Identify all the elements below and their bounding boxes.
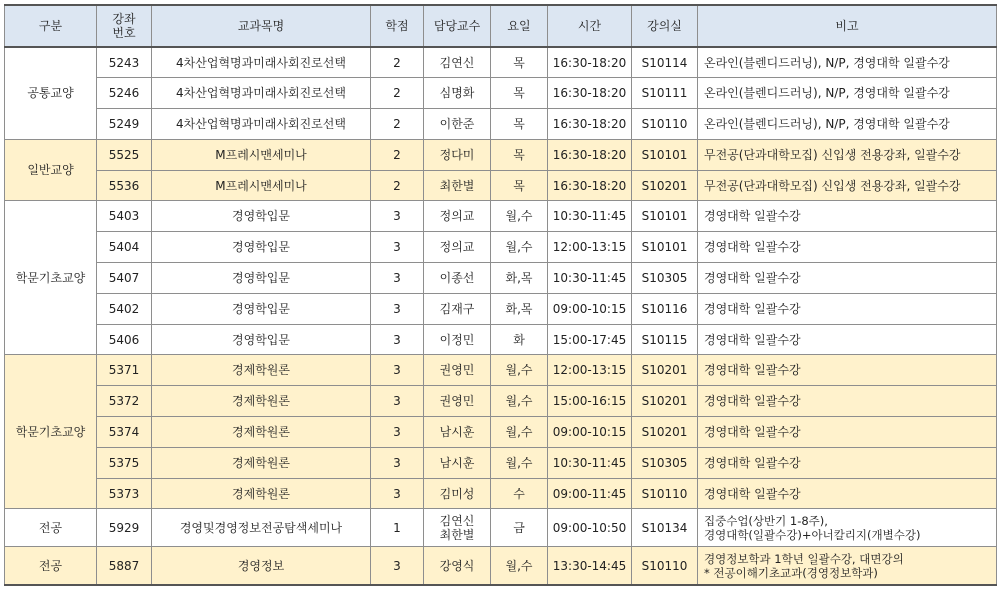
time-cell: 10:30-11:45 (548, 447, 632, 478)
credits-cell: 2 (371, 78, 424, 109)
code-cell: 5407 (97, 263, 152, 294)
room-cell: S10305 (632, 263, 698, 294)
room-cell: S10201 (632, 417, 698, 448)
room-cell: S10305 (632, 447, 698, 478)
credits-cell: 3 (371, 417, 424, 448)
table-row (5, 447, 997, 478)
day-cell: 월,수 (491, 386, 548, 417)
table-row (5, 201, 997, 232)
course-cell: 경영정보 (152, 547, 371, 585)
time-cell: 16:30-18:20 (548, 78, 632, 109)
course-cell: 4차산업혁명과미래사회진로선택 (152, 78, 371, 109)
table-row (5, 139, 997, 170)
course-cell: 경영학입문 (152, 263, 371, 294)
course-cell: 경제학원론 (152, 386, 371, 417)
table-row (5, 109, 997, 140)
remark-cell: 경영대학 일괄수강 (698, 293, 997, 324)
day-cell: 월,수 (491, 355, 548, 386)
room-cell: S10114 (632, 47, 698, 78)
code-cell: 5374 (97, 417, 152, 448)
header-code-line1: 강좌 (112, 12, 136, 26)
credits-cell: 2 (371, 170, 424, 201)
header-code (97, 5, 152, 47)
course-cell: 경제학원론 (152, 355, 371, 386)
course-table-body (5, 47, 997, 585)
room-cell: S10115 (632, 324, 698, 355)
credits-cell: 3 (371, 386, 424, 417)
course-cell: 경영학입문 (152, 293, 371, 324)
header-row (5, 5, 997, 47)
room-cell: S10110 (632, 478, 698, 509)
category-cell: 학문기초교양 (5, 355, 97, 509)
credits-cell: 3 (371, 478, 424, 509)
code-cell: 5249 (97, 109, 152, 140)
code-cell: 5371 (97, 355, 152, 386)
course-cell: M프레시맨세미나 (152, 170, 371, 201)
remark-cell: 온라인(블렌디드러닝), N/P, 경영대학 일괄수강 (698, 109, 997, 140)
category-cell: 일반교양 (5, 139, 97, 201)
remark-cell: 경영대학 일괄수강 (698, 324, 997, 355)
header-category: 구분 (5, 5, 97, 47)
credits-cell: 3 (371, 324, 424, 355)
code-cell: 5372 (97, 386, 152, 417)
code-cell: 5536 (97, 170, 152, 201)
professor-cell: 이한준 (424, 109, 491, 140)
professor-cell: 김연신 (424, 47, 491, 78)
header-course: 교과목명 (152, 5, 371, 47)
room-cell: S10111 (632, 78, 698, 109)
time-cell: 16:30-18:20 (548, 47, 632, 78)
day-cell: 목 (491, 170, 548, 201)
room-cell: S10134 (632, 509, 698, 547)
category-cell: 학문기초교양 (5, 201, 97, 355)
credits-cell: 3 (371, 201, 424, 232)
professor-cell: 최한별 (424, 170, 491, 201)
time-cell: 09:00-10:50 (548, 509, 632, 547)
code-cell: 5243 (97, 47, 152, 78)
table-row (5, 417, 997, 448)
room-cell: S10110 (632, 547, 698, 585)
time-cell: 16:30-18:20 (548, 109, 632, 140)
table-row (5, 478, 997, 509)
professor-cell: 정의교 (424, 201, 491, 232)
remark-line: 집중수업(상반기 1-8주), (704, 513, 828, 528)
table-row (5, 47, 997, 78)
code-cell: 5887 (97, 547, 152, 585)
code-cell: 5406 (97, 324, 152, 355)
course-cell: M프레시맨세미나 (152, 139, 371, 170)
day-cell: 월,수 (491, 447, 548, 478)
remark-cell: 경영대학 일괄수강 (698, 447, 997, 478)
course-cell: 경제학원론 (152, 478, 371, 509)
credits-cell: 3 (371, 447, 424, 478)
header-day: 요일 (491, 5, 548, 47)
remark-cell: 무전공(단과대학모집) 신입생 전용강좌, 일괄수강 (698, 139, 997, 170)
remark-cell (698, 509, 997, 547)
credits-cell: 2 (371, 109, 424, 140)
header-time: 시간 (548, 5, 632, 47)
professor-cell: 이종선 (424, 263, 491, 294)
room-cell: S10101 (632, 139, 698, 170)
code-cell: 5246 (97, 78, 152, 109)
room-cell: S10116 (632, 293, 698, 324)
header-remark: 비고 (698, 5, 997, 47)
time-cell: 10:30-11:45 (548, 201, 632, 232)
professor-cell: 남시훈 (424, 417, 491, 448)
category-cell: 공통교양 (5, 47, 97, 139)
room-cell: S10201 (632, 386, 698, 417)
table-row (5, 355, 997, 386)
time-cell: 13:30-14:45 (548, 547, 632, 585)
table-row (5, 509, 997, 547)
course-cell: 경영학입문 (152, 201, 371, 232)
time-cell: 09:00-10:15 (548, 293, 632, 324)
course-schedule (4, 4, 997, 586)
remark-cell: 무전공(단과대학모집) 신입생 전용강좌, 일괄수강 (698, 170, 997, 201)
credits-cell: 3 (371, 232, 424, 263)
day-cell: 월,수 (491, 417, 548, 448)
remark-line: 경영대학(일괄수강)+아너칼리지(개별수강) (704, 527, 921, 542)
professor-cell: 이정민 (424, 324, 491, 355)
course-cell: 4차산업혁명과미래사회진로선택 (152, 47, 371, 78)
room-cell: S10201 (632, 170, 698, 201)
room-cell: S10101 (632, 232, 698, 263)
day-cell: 월,수 (491, 232, 548, 263)
time-cell: 12:00-13:15 (548, 355, 632, 386)
table-row (5, 324, 997, 355)
remark-cell: 온라인(블렌디드러닝), N/P, 경영대학 일괄수강 (698, 47, 997, 78)
day-cell: 월,수 (491, 547, 548, 585)
day-cell: 목 (491, 78, 548, 109)
course-cell: 경영학입문 (152, 324, 371, 355)
code-cell: 5402 (97, 293, 152, 324)
remark-cell: 경영대학 일괄수강 (698, 478, 997, 509)
course-table (4, 4, 997, 586)
time-cell: 16:30-18:20 (548, 139, 632, 170)
remark-line: * 전공이해기초교과(경영정보학과) (704, 565, 878, 580)
credits-cell: 1 (371, 509, 424, 547)
remark-line: 경영정보학과 1학년 일괄수강, 대면강의 (704, 551, 904, 566)
professor-line: 최한별 (439, 527, 475, 542)
professor-cell: 심명화 (424, 78, 491, 109)
credits-cell: 3 (371, 547, 424, 585)
day-cell: 화,목 (491, 293, 548, 324)
credits-cell: 2 (371, 139, 424, 170)
course-cell: 경제학원론 (152, 447, 371, 478)
professor-cell: 권영민 (424, 355, 491, 386)
table-row (5, 78, 997, 109)
remark-cell: 경영대학 일괄수강 (698, 201, 997, 232)
time-cell: 12:00-13:15 (548, 232, 632, 263)
day-cell: 목 (491, 109, 548, 140)
day-cell: 월,수 (491, 201, 548, 232)
table-row (5, 547, 997, 585)
professor-cell (424, 509, 491, 547)
time-cell: 15:00-17:45 (548, 324, 632, 355)
time-cell: 10:30-11:45 (548, 263, 632, 294)
category-cell: 전공 (5, 547, 97, 585)
table-row (5, 263, 997, 294)
course-cell: 경제학원론 (152, 417, 371, 448)
course-cell: 경영학입문 (152, 232, 371, 263)
professor-line: 김연신 (439, 513, 475, 528)
remark-cell: 경영대학 일괄수강 (698, 417, 997, 448)
header-room: 강의실 (632, 5, 698, 47)
header-code-line2: 번호 (112, 26, 136, 40)
table-row (5, 170, 997, 201)
credits-cell: 3 (371, 355, 424, 386)
day-cell: 화 (491, 324, 548, 355)
remark-cell: 경영대학 일괄수강 (698, 232, 997, 263)
professor-cell: 권영민 (424, 386, 491, 417)
day-cell: 목 (491, 139, 548, 170)
room-cell: S10101 (632, 201, 698, 232)
day-cell: 금 (491, 509, 548, 547)
code-cell: 5373 (97, 478, 152, 509)
table-row (5, 293, 997, 324)
professor-cell: 남시훈 (424, 447, 491, 478)
room-cell: S10110 (632, 109, 698, 140)
time-cell: 09:00-10:15 (548, 417, 632, 448)
professor-cell: 정다미 (424, 139, 491, 170)
professor-cell: 김미성 (424, 478, 491, 509)
professor-cell: 김재구 (424, 293, 491, 324)
table-row (5, 386, 997, 417)
day-cell: 목 (491, 47, 548, 78)
room-cell: S10201 (632, 355, 698, 386)
category-cell: 전공 (5, 509, 97, 547)
time-cell: 15:00-16:15 (548, 386, 632, 417)
code-cell: 5525 (97, 139, 152, 170)
remark-cell: 경영대학 일괄수강 (698, 263, 997, 294)
remark-cell: 경영대학 일괄수강 (698, 355, 997, 386)
credits-cell: 3 (371, 263, 424, 294)
code-cell: 5403 (97, 201, 152, 232)
header-professor: 담당교수 (424, 5, 491, 47)
credits-cell: 3 (371, 293, 424, 324)
code-cell: 5404 (97, 232, 152, 263)
day-cell: 화,목 (491, 263, 548, 294)
code-cell: 5375 (97, 447, 152, 478)
remark-cell (698, 547, 997, 585)
time-cell: 16:30-18:20 (548, 170, 632, 201)
header-credits: 학점 (371, 5, 424, 47)
remark-cell: 온라인(블렌디드러닝), N/P, 경영대학 일괄수강 (698, 78, 997, 109)
credits-cell: 2 (371, 47, 424, 78)
day-cell: 수 (491, 478, 548, 509)
table-row (5, 232, 997, 263)
remark-cell: 경영대학 일괄수강 (698, 386, 997, 417)
course-cell: 4차산업혁명과미래사회진로선택 (152, 109, 371, 140)
code-cell: 5929 (97, 509, 152, 547)
professor-cell: 정의교 (424, 232, 491, 263)
course-cell: 경영및경영정보전공탐색세미나 (152, 509, 371, 547)
professor-cell: 강영식 (424, 547, 491, 585)
time-cell: 09:00-11:45 (548, 478, 632, 509)
